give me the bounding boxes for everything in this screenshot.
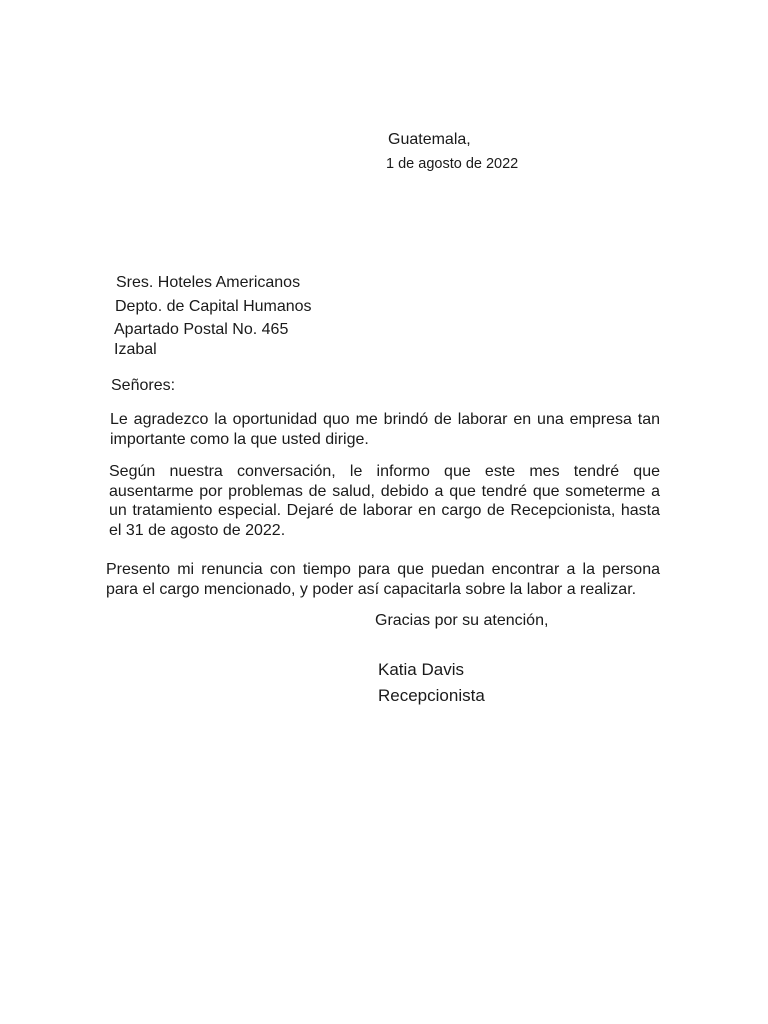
salutation: Señores:: [111, 377, 176, 394]
signature-title: Recepcionista: [378, 686, 485, 705]
closing: Gracias por su atención,: [375, 612, 549, 629]
recipient-name: Sres. Hoteles Americanos: [116, 274, 301, 291]
body-paragraph-3: Presento mi renuncia con tiempo para que puedan encontrar a la persona para el cargo mencionado, y poder así capacitarla sobre la labor a realizar.: [106, 561, 660, 598]
city: Guatemala,: [388, 131, 471, 148]
date: 1 de agosto de 2022: [386, 156, 519, 172]
recipient-postal-box: Apartado Postal No. 465: [114, 321, 289, 338]
signature-name: Katia Davis: [378, 660, 464, 679]
body-paragraph-1: Le agradezco la oportunidad quo me brindó de laborar en una empresa tan importante como la que usted dirige.: [110, 411, 660, 448]
recipient-location: Izabal: [114, 341, 157, 358]
recipient-department: Depto. de Capital Humanos: [115, 298, 312, 315]
body-paragraph-2: Según nuestra conversación, le informo que este mes tendré que ausentarme por problemas de salud, debido a que tendré que someterme a un tratamiento especial. Dejaré de laborar en cargo de Recepcionista, hasta el 31 de agosto de 2022.: [109, 463, 660, 539]
